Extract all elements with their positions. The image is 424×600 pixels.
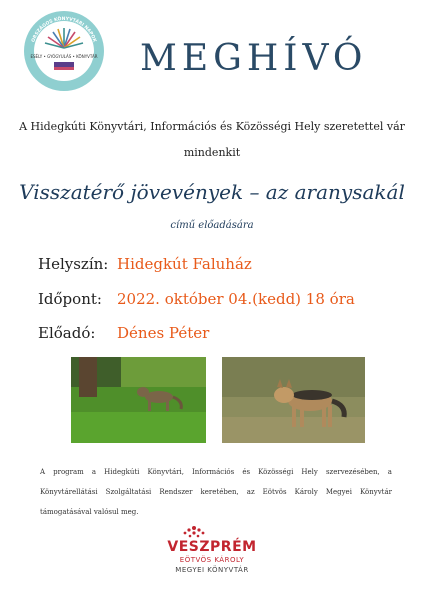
presenter-label: Előadó:: [38, 324, 96, 342]
jackal-photo-grass: [71, 357, 206, 443]
intro-line-1: A Hidegkúti Könyvtári, Információs és Közösségi Hely szeretettel vár: [19, 120, 405, 133]
lecture-subtitle: című előadására: [170, 220, 254, 231]
book-icon: [54, 62, 74, 70]
place-value: Hidegkút Faluház: [117, 255, 252, 273]
library-logo-icon: [181, 525, 207, 539]
intro-line-2: mindenkit: [183, 146, 241, 159]
page-title: MEGHÍVÓ: [140, 38, 368, 79]
presenter-value: Dénes Péter: [117, 324, 210, 342]
library-logo-name: VESZPRÉM: [167, 539, 257, 555]
library-days-badge: [23, 10, 105, 92]
time-value: 2022. október 04.(kedd) 18 óra: [117, 290, 355, 308]
time-label: Időpont:: [38, 290, 102, 308]
footer-text: A program a Hidegkúti Könyvtári, Információs és Közösségi Hely szervezésében, a Könyvtárellátási Szolgáltatási Rendszer keretében, az Eötvös Károly Megyei Könyvtár támogatásával valósul meg.: [40, 468, 392, 516]
jackal-photo-standing: [222, 357, 365, 443]
badge-middle-text: ESÉLY • GYÓGYULÁS • KÖNYVTÁR: [30, 54, 98, 59]
library-logo-line-1: EÖTVÖS KÁROLY: [179, 556, 245, 564]
badge-bottom-text: 2022. OKTÓBER 3-9.: [39, 66, 89, 82]
library-logo-line-2: MEGYEI KÖNYVTÁR: [175, 566, 249, 574]
place-label: Helyszín:: [38, 255, 109, 273]
badge-top-text: ORSZÁGOS KÖNYVTÁRI NAPOK: [31, 16, 97, 44]
lecture-title: Visszatérő jövevények – az aranysakál: [19, 180, 405, 204]
